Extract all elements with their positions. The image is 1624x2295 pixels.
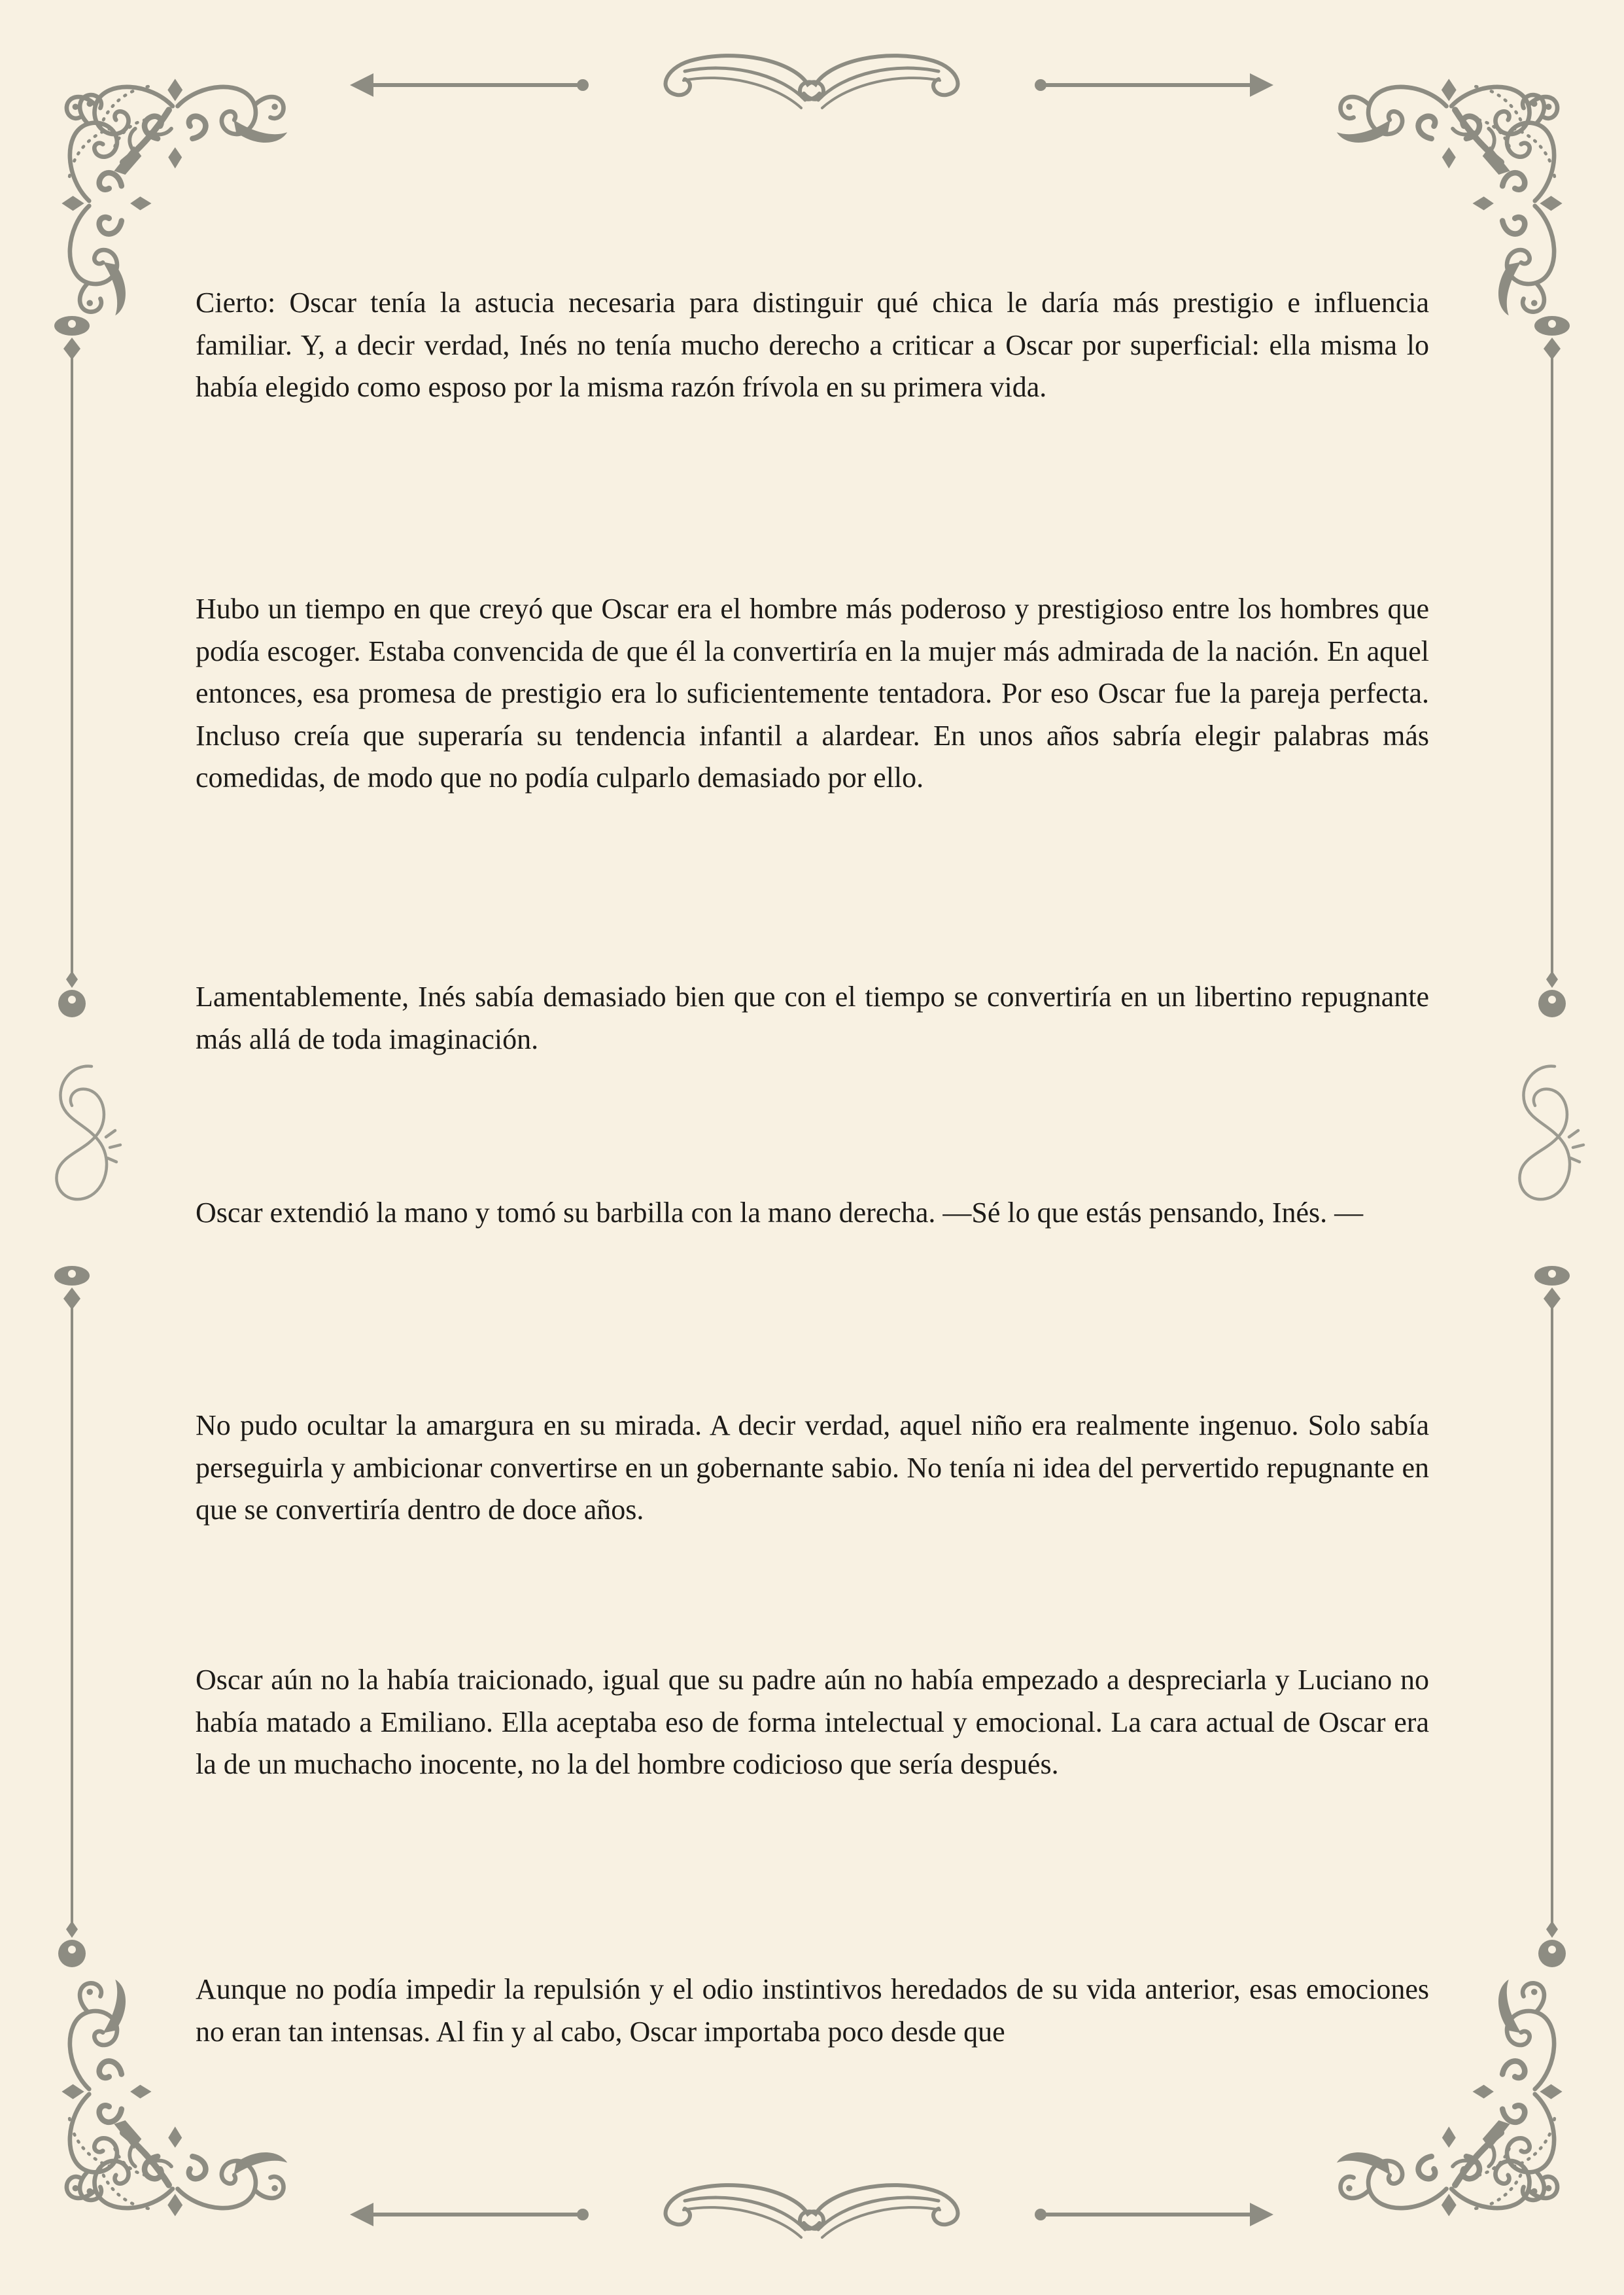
paragraph-2: Hubo un tiempo en que creyó que Oscar era el hombre más poderoso y prestigioso entre los hombres que podía escoger. Estaba convencida de que él la convertiría en la mujer más admirada de la nación. En aquel entonces, esa promesa de prestigio era lo suficientemente tentadora. Por eso Oscar fue la pareja perfecta. Incluso creía que superaría su tendencia infantil a alardear. En unos años sabría elegir palabras más comedidas, de modo que no podía culparlo demasiado por ello. — [196, 593, 1429, 794]
paragraph-4: Oscar extendió la mano y tomó su barbilla con la mano derecha. —Sé lo que estás pensando, Inés. — — [196, 1197, 1364, 1229]
paragraph-6: Oscar aún no la había traicionado, igual que su padre aún no había empezado a despreciarla y Luciano no había matado a Emiliano. Ella aceptaba eso de forma intelectual y emocional. La cara actual de Oscar era la de un muchacho inocente, no la del hombre codicioso que sería después. — [196, 1664, 1429, 1780]
paragraph-3: Lamentablemente, Inés sabía demasiado bien que con el tiempo se convertiría en un libertino repugnante más allá de toda imaginación. — [196, 981, 1429, 1055]
paragraph-5: No pudo ocultar la amargura en su mirada. A decir verdad, aquel niño era realmente ingenuo. Solo sabía perseguirla y ambicionar convertirse en un gobernante sabio. No tenía ni idea del pervertido repugnante en que se convertiría dentro de doce años. — [196, 1409, 1429, 1526]
paragraph-1: Cierto: Oscar tenía la astucia necesaria para distinguir qué chica le daría más prestigio e influencia familiar. Y, a decir verdad, Inés no tenía mucho derecho a criticar a Oscar por superficial: ella misma lo había elegido como esposo por la misma razón frívola en su primera vida. — [196, 287, 1429, 403]
paragraph-7: Aunque no podía impedir la repulsión y el odio instintivos heredados de su vida anterior, esas emociones no eran tan intensas. Al fin y al cabo, Oscar importaba poco desde que — [196, 1973, 1429, 2048]
